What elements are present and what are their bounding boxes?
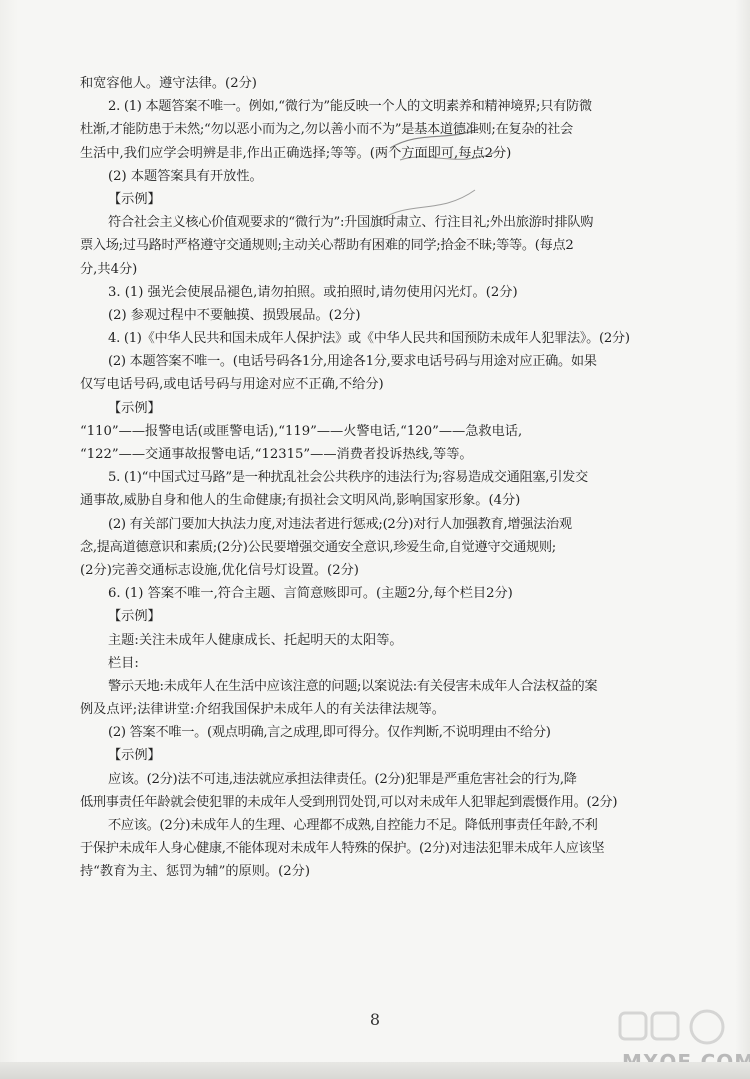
text-line: 通事故,威胁自身和他人的生命健康;有损社会文明风尚,影响国家形象。(4分) [80, 493, 521, 509]
text-line: 仅写电话号码,或电话号码与用途对应不正确,不给分) [80, 377, 384, 393]
text-line: 5. (1)“中国式过马路”是一种扰乱社会公共秩序的违法行为;容易造成交通阻塞,引发交 [108, 470, 588, 486]
text-line: 念,提高道德意识和素质;(2分)公民要增强交通安全意识,珍爱生命,自觉遵守交通规则; [80, 539, 556, 555]
text-line: 2. (1) 本题答案不唯一。例如,“微行为”能反映一个人的文明素养和精神境界;只有防微 [108, 99, 592, 115]
page-bottom-edge [0, 1062, 750, 1079]
text-line: 低刑事责任年龄就会使犯罪的未成年人受到刑罚处罚,可以对未成年人犯罪起到震慑作用。(2分) [80, 794, 618, 810]
text-line: 例及点评;法律讲堂:介绍我国保护未成年人的有关法律法规等。 [80, 702, 445, 718]
text-line: (2分)完善交通标志设施,优化信号灯设置。(2分) [80, 562, 359, 578]
page-number: 8 [369, 1010, 381, 1029]
text-line: (2) 答案不唯一。(观点明确,言之成理,即可得分。仅作判断,不说明理由不给分) [108, 725, 551, 741]
text-line: 分,共4分) [80, 261, 138, 277]
text-line: 符合社会主义核心价值观要求的“微行为”:升国旗时肃立、行注目礼;外出旅游时排队购 [108, 215, 594, 231]
text-line: (2) 参观过程中不要触摸、损毁展品。(2分) [108, 307, 361, 323]
text-line: 栏目: [108, 655, 139, 671]
text-line: (2) 有关部门要加大执法力度,对违法者进行惩戒;(2分)对行人加强教育,增强法治观 [108, 516, 572, 532]
text-line: 【示例】 [108, 400, 161, 416]
text-line: 票入场;过马路时严格遵守交通规则;主动关心帮助有困难的同学;拾金不昧;等等。(每点2 [80, 238, 574, 254]
text-line: 【示例】 [108, 748, 161, 764]
text-line: 生活中,我们应学会明辨是非,作出正确选择;等等。(两个方面即可,每点2分) [80, 145, 512, 161]
text-line: “110”——报警电话(或匪警电话),“119”——火警电话,“120”——急救电话, [80, 423, 523, 439]
text-line: 主题:关注未成年人健康成长、托起明天的太阳等。 [108, 632, 403, 648]
text-line: 不应该。(2分)未成年人的生理、心理都不成熟,自控能力不足。降低刑事责任年龄,不利 [108, 818, 598, 833]
answer-text-block [80, 72, 670, 884]
text-line: (2) 本题答案不唯一。(电话号码各1分,用途各1分,要求电话号码与用途对应正确。如果 [108, 354, 597, 370]
text-line: 【示例】 [108, 191, 161, 207]
text-line: 4. (1)《中华人民共和国未成年人保护法》或《中华人民共和国预防未成年人犯罪法》。(2分) [108, 331, 630, 347]
text-line: 【示例】 [108, 609, 161, 625]
text-line: 持“教育为主、惩罚为辅”的原则。(2分) [80, 864, 310, 880]
text-line: 于保护未成年人身心健康,不能体现对未成年人特殊的保护。(2分)对违法犯罪未成年人应该坚 [80, 841, 605, 857]
text-line: 杜渐,才能防患于未然;“勿以恶小而为之,勿以善小而不为”是基本道德准则;在复杂的社会 [80, 122, 573, 138]
text-line: (2) 本题答案具有开放性。 [108, 168, 263, 184]
text-line: 应该。(2分)法不可违,违法就应承担法律责任。(2分)犯罪是严重危害社会的行为,降 [108, 771, 577, 787]
text-line: 3. (1) 强光会使展品褪色,请勿拍照。或拍照时,请勿使用闪光灯。(2分) [108, 284, 518, 300]
text-line: 警示天地:未成年人在生活中应该注意的问题;以案说法:有关侵害未成年人合法权益的案 [108, 678, 598, 694]
text-line: “122”——交通事故报警电话,“12315”——消费者投诉热线,等等。 [80, 447, 473, 462]
text-line: 和宽容他人。遵守法律。(2分) [80, 76, 257, 91]
text-line: 6. (1) 答案不唯一,符合主题、言简意赅即可。(主题2分,每个栏目2分) [108, 586, 513, 602]
